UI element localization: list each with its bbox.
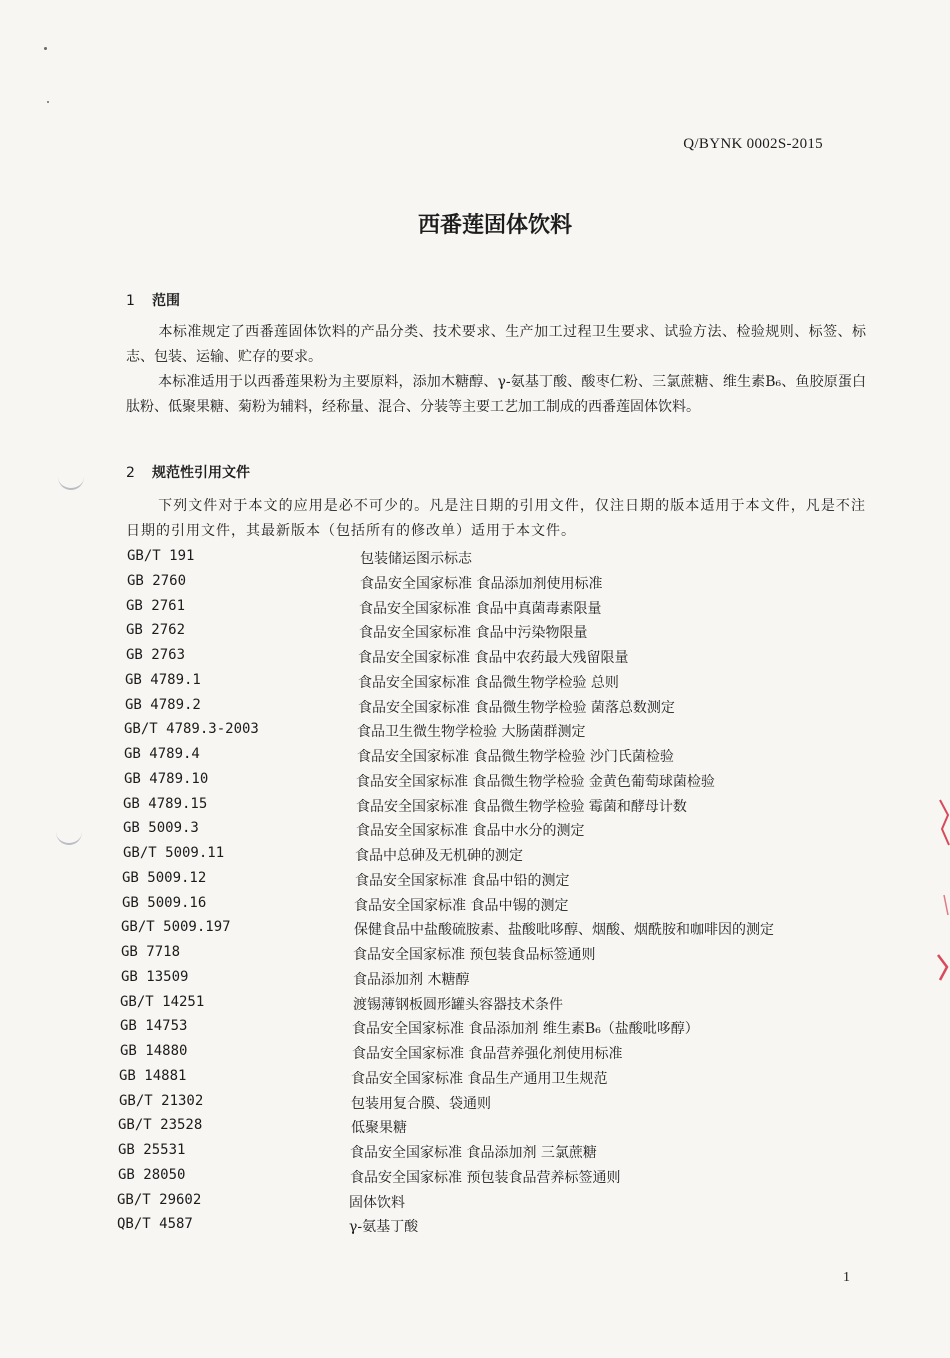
reference-code: GB 5009.16 [122,894,207,911]
reference-title: 食品卫生微生物学检验 大肠菌群测定 [357,724,586,741]
reference-code: GB 14881 [119,1067,187,1084]
paragraph-text: 下列文件对于本文的应用是必不可少的。凡是注日期的引用文件，仅注日期的版本适用于本文件，凡是不注日期的引用文件，其最新版本（包括所有的修改单）适用于本文件。 [126,498,866,539]
section-number: 2 [126,465,135,481]
reference-code: GB 4789.1 [125,671,201,688]
reference-code: GB/T 29602 [117,1191,202,1208]
reference-code: GB 4789.2 [125,696,201,713]
reference-title: 食品安全国家标准 食品中污染物限量 [359,625,588,642]
reference-title: 渡锡薄钢板圆形罐头容器技术条件 [353,996,563,1013]
reference-code: GB 14753 [120,1018,188,1035]
reference-title: 食品安全国家标准 食品微生物学检验 总则 [358,674,619,691]
reference-code: GB 14880 [120,1043,188,1059]
reference-code: GB 2762 [126,622,186,639]
reference-code: GB 28050 [118,1166,186,1183]
reference-code: GB 25531 [118,1142,186,1158]
reference-title: 食品安全国家标准 食品添加剂 维生素B₆（盐酸吡哆醇） [352,1021,699,1038]
reference-title: 固体饮料 [349,1194,405,1211]
stamp-edge-mark [920,795,950,985]
reference-title: 食品安全国家标准 预包装食品标签通则 [353,947,596,963]
scan-speck [44,47,47,50]
references-intro-paragraph [126,494,866,544]
reference-code: GB 4789.4 [124,746,200,762]
section-number: 1 [126,293,135,309]
reference-code: GB/T 23528 [118,1117,203,1134]
reference-code: GB 13509 [121,968,189,985]
reference-code: GB/T 5009.11 [123,845,225,861]
reference-code: GB 2763 [126,647,186,663]
scope-paragraph [126,370,866,420]
reference-code: GB 7718 [121,944,181,960]
reference-title: 食品安全国家标准 食品添加剂 三氯蔗糖 [350,1145,597,1161]
reference-code: GB 4789.10 [124,770,209,787]
reference-title: 食品安全国家标准 食品微生物学检验 菌落总数测定 [358,699,675,716]
reference-title: 食品安全国家标准 食品中锡的测定 [354,897,569,914]
punch-hole [58,474,84,490]
standard-code: Q/BYNK 0002S-2015 [683,136,823,152]
reference-code: GB 2761 [126,597,186,614]
page-number: 1 [843,1270,850,1285]
reference-title: 包装用复合膜、袋通则 [351,1095,491,1112]
reference-title: 食品安全国家标准 食品添加剂使用标准 [360,575,603,592]
reference-code: GB 2760 [127,572,187,589]
section-heading-normative-references [126,462,250,482]
scan-speck [47,101,49,103]
reference-title: 食品安全国家标准 食品营养强化剂使用标准 [352,1046,623,1062]
reference-title: γ-氨基丁酸 [349,1219,419,1236]
punch-hole [56,829,82,845]
document-title: 西番莲固体饮料 [417,213,572,238]
reference-title: 食品安全国家标准 食品中铅的测定 [355,872,570,889]
section-heading-scope [126,290,180,310]
reference-title: 食品安全国家标准 食品生产通用卫生规范 [351,1070,608,1087]
reference-code: GB 5009.12 [122,869,207,886]
reference-title: 食品安全国家标准 食品中真菌毒素限量 [359,600,602,617]
reference-title: 低聚果糖 [351,1120,407,1137]
reference-title: 食品中总砷及无机砷的测定 [355,848,523,864]
paragraph-text: 本标准规定了西番莲固体饮料的产品分类、技术要求、生产加工过程卫生要求、试验方法、检验规则、标签、标志、包装、运输、贮存的要求。 [126,324,866,365]
section-title: 范围 [152,293,180,309]
reference-title: 食品安全国家标准 食品中水分的测定 [356,823,585,840]
reference-code: GB/T 14251 [120,993,205,1010]
reference-code: GB/T 4789.3-2003 [124,721,259,738]
reference-code: GB/T 21302 [119,1092,204,1109]
reference-code: GB/T 5009.197 [121,919,231,936]
reference-code: GB 4789.15 [123,795,208,812]
reference-code: GB/T 191 [127,548,195,564]
reference-title: 食品安全国家标准 食品中农药最大残留限量 [358,650,629,666]
reference-title: 保健食品中盐酸硫胺素、盐酸吡哆醇、烟酸、烟酰胺和咖啡因的测定 [354,922,774,939]
reference-title: 包装储运图示标志 [360,551,472,567]
reference-title: 食品安全国家标准 食品微生物学检验 金黄色葡萄球菌检验 [356,773,715,790]
reference-title: 食品安全国家标准 食品微生物学检验 霉菌和酵母计数 [356,798,687,815]
reference-title: 食品安全国家标准 预包装食品营养标签通则 [350,1169,621,1186]
section-title: 规范性引用文件 [152,465,250,481]
paragraph-text: 本标准适用于以西番莲果粉为主要原料，添加木糖醇、γ-氨基丁酸、酸枣仁粉、三氯蔗糖、维生素B₆、鱼胶原蛋白肽粉、低聚果糖、菊粉为辅料，经称量、混合、分装等主要工艺加工制成的西番莲固体饮料。 [126,374,866,415]
reference-title: 食品添加剂 木糖醇 [353,971,470,988]
reference-code: GB 5009.3 [123,820,199,837]
scope-paragraph [126,320,866,370]
reference-title: 食品安全国家标准 食品微生物学检验 沙门氏菌检验 [357,749,674,765]
reference-code: QB/T 4587 [117,1216,193,1233]
